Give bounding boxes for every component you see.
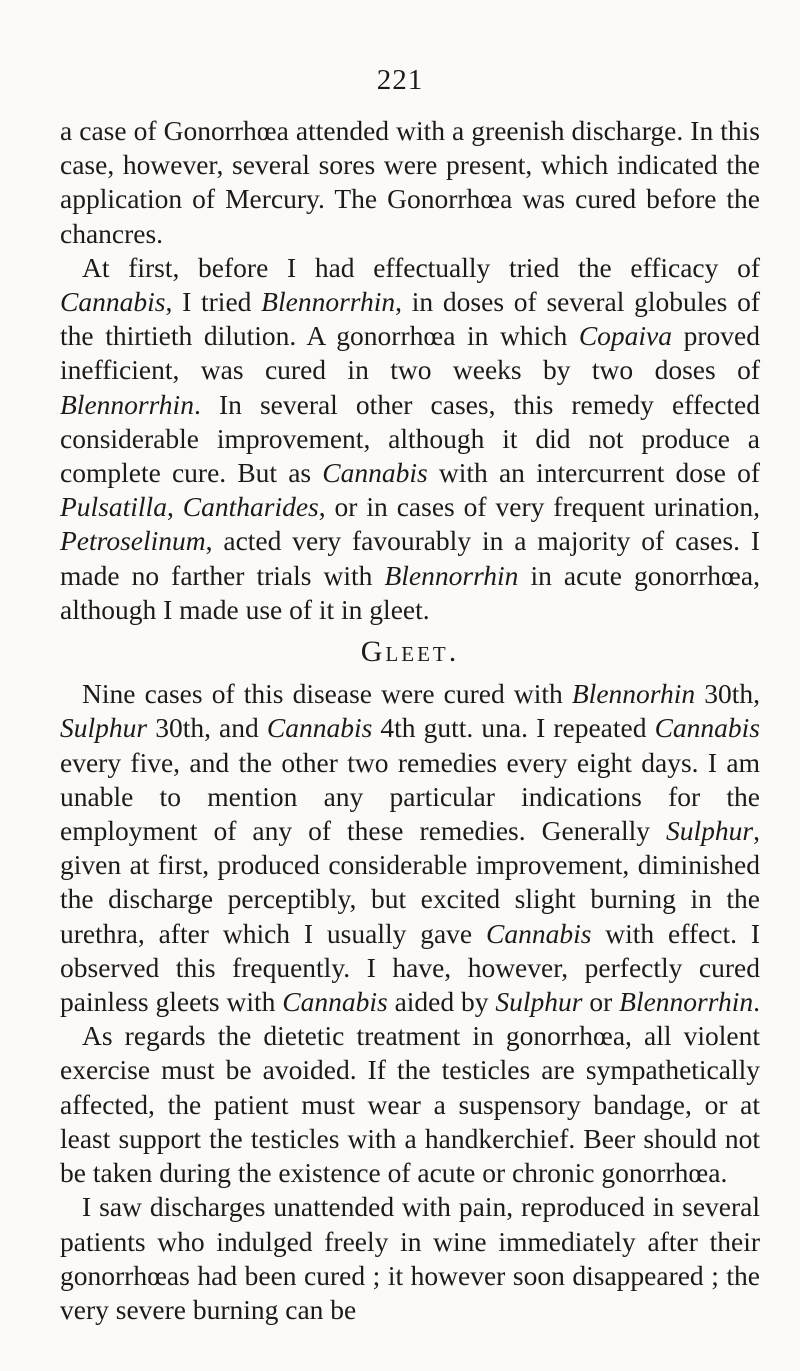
italic-term: Sulphur	[666, 815, 754, 847]
text-run: , in doses of several globules of the thirtieth dilution. A gonorrhœa in which	[60, 286, 760, 352]
text-run: with an intercurrent dose of	[427, 457, 760, 489]
text-run: I saw discharges unattended with pain, reproduced in several patients who indulged freely in wine immediately after their gonorrhœas had been cured ; it however soon disappeared ; the very severe burning can be	[60, 1191, 760, 1325]
text-run: ,	[166, 491, 183, 523]
italic-term: Blennorrhin	[261, 286, 396, 318]
paragraph	[60, 114, 760, 251]
section-gleet	[60, 677, 760, 1327]
italic-term: Blennorrhin	[60, 388, 194, 420]
italic-term: Cannabis	[60, 286, 166, 318]
text-run: every five, and the other two remedies every eight days. I am unable to mention any particular indications for the employment of any of these remedies. Generally	[60, 746, 760, 847]
section-gonorrhoea	[60, 114, 760, 627]
italic-term: Copaiva	[578, 320, 673, 352]
text-run: , I tried	[165, 286, 262, 318]
text-run: At first, before I had effectually tried the efficacy of	[82, 251, 760, 283]
text-run: .	[753, 986, 760, 1018]
text-run: a case of Gonorrhœa attended with a greenish discharge. In this case, however, several sores were present, which indicated the application of Mercury. The Gonorrhœa was cured before the chancres.	[60, 115, 760, 249]
italic-term: Cannabis	[282, 986, 388, 1018]
text-run: or	[582, 986, 620, 1018]
section-heading: Gleet.	[360, 635, 460, 669]
text-run: As regards the dietetic treatment in gonorrhœa, all violent exercise must be avoided. If the testicles are sympathetically affected, the patient must wear a suspensory bandage, or at least support the testicles with a handkerchief. Beer should not be taken during the existence of acute or chronic gonorrhœa.	[60, 1020, 760, 1189]
paragraph	[60, 677, 760, 1019]
page-number: 221	[376, 64, 424, 96]
text-run: aided by	[387, 986, 496, 1018]
italic-term: Cannabis	[485, 917, 592, 949]
italic-term: Cannabis	[322, 457, 428, 489]
italic-term: Blennorrhin	[384, 559, 519, 591]
body-text	[60, 114, 760, 1327]
text-run: , or in cases of very frequent urination,	[318, 491, 761, 523]
italic-term: Cannabis	[266, 712, 373, 744]
text-run: Nine cases of this disease were cured with	[82, 678, 572, 710]
text-run: , given at first, produced considerable improvement, diminished the discharge perceptibly, but excited slight burning in the urethra, after which I usually gave	[60, 815, 760, 949]
text-run: , acted very favourably in a majority of cases. I made no farther trials with	[60, 525, 760, 591]
italic-term: Sulphur	[60, 712, 148, 744]
paragraph	[60, 1019, 760, 1190]
text-run: proved inefficient, was cured in two weeks by two doses of	[60, 320, 760, 386]
italic-term: Pulsatilla	[60, 491, 167, 523]
text-run: 30th, and	[147, 712, 267, 744]
italic-term: Cantharides	[182, 491, 319, 523]
paragraph	[60, 251, 760, 627]
text-run: 30th,	[695, 678, 761, 710]
italic-term: Cannabis	[654, 712, 760, 744]
text-run: . In several other cases, this remedy effected considerable improvement, although it did not produce a complete cure. But as	[60, 388, 760, 489]
italic-term: Blennorhin	[571, 678, 696, 710]
paragraph	[60, 1190, 760, 1327]
text-run: in acute gonorrhœa, although I made use of it in gleet.	[60, 559, 760, 625]
text-run: with effect. I observed this frequently. I have, however, perfectly cured painless gleets with	[60, 917, 760, 1018]
italic-term: Sulphur	[495, 986, 583, 1018]
text-run: 4th gutt. una. I repeated	[372, 712, 655, 744]
italic-term: Blennorrhin	[619, 986, 754, 1018]
italic-term: Petroselinum	[60, 525, 206, 557]
